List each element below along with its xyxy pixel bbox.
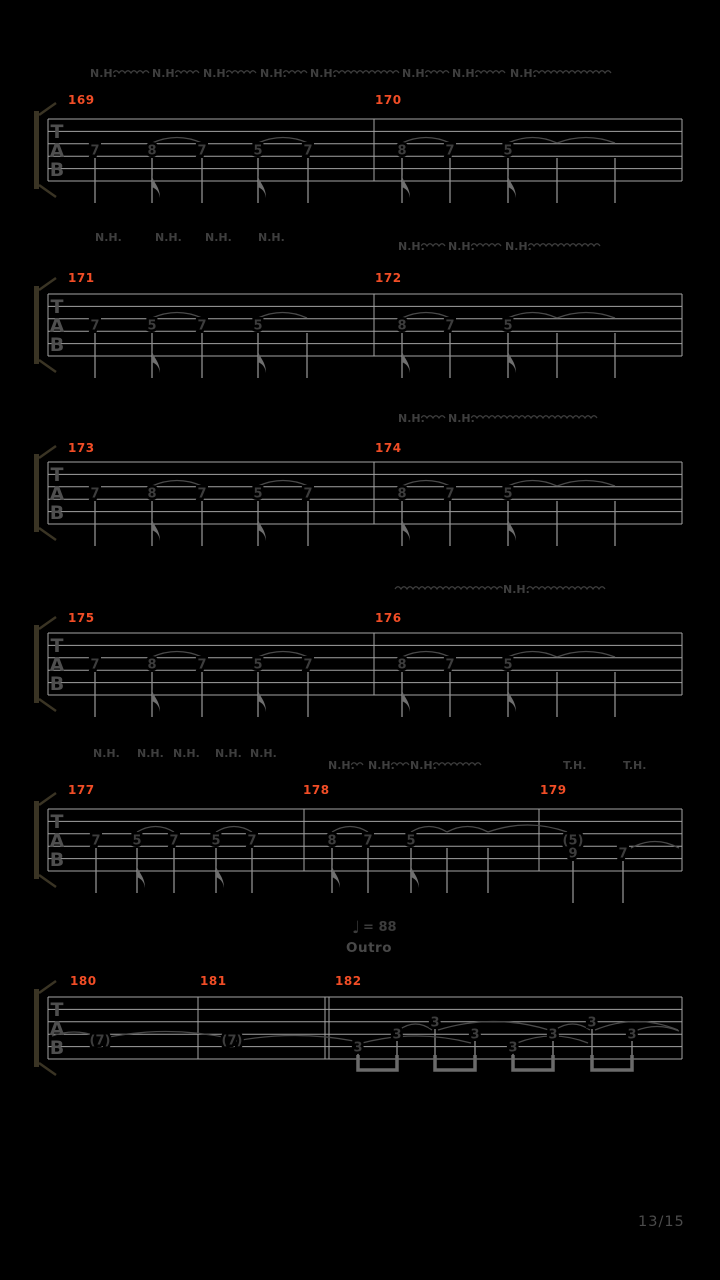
harmonic-label: N.H. — [503, 583, 530, 596]
fret-number[interactable]: 7 — [618, 846, 628, 862]
harmonic-label: N.H. — [260, 67, 287, 80]
slur-arc — [447, 827, 488, 833]
eighth-flag — [258, 175, 266, 198]
fret-number[interactable]: 5 — [406, 833, 416, 849]
slur-arc — [488, 825, 567, 832]
fret-number[interactable]: 7 — [303, 657, 313, 673]
harmonic-label: N.H. — [90, 67, 117, 80]
fret-number[interactable]: 7 — [197, 486, 207, 502]
tab-clef-letter: B — [49, 334, 65, 356]
measure-number: 181 — [200, 974, 227, 988]
fret-number[interactable]: 3 — [430, 1015, 440, 1031]
page-indicator: 13/15 — [638, 1214, 685, 1230]
fret-number[interactable]: 7 — [445, 486, 455, 502]
fret-number[interactable]: 7 — [90, 486, 100, 502]
harmonic-label: N.H. — [137, 747, 164, 760]
eighth-flag — [152, 350, 160, 373]
slur-arc — [402, 313, 450, 319]
harmonic-label: N.H. — [93, 747, 120, 760]
fret-number[interactable]: (5) — [562, 833, 584, 849]
slur-arc — [152, 138, 202, 144]
fret-number[interactable]: 8 — [147, 143, 157, 159]
eighth-flag — [508, 518, 516, 541]
tab-clef-letter: B — [49, 849, 65, 871]
harmonic-label: N.H. — [452, 67, 479, 80]
fret-number[interactable]: 5 — [503, 657, 513, 673]
slur-arc — [402, 138, 450, 144]
harmonic-label: N.H. — [203, 67, 230, 80]
harmonic-label: N.H. — [368, 759, 395, 772]
beam — [435, 1055, 475, 1070]
fret-number[interactable]: 7 — [303, 143, 313, 159]
system-bracket-hook — [39, 1063, 56, 1075]
slur-arc — [557, 138, 615, 144]
harmonic-label: N.H. — [402, 67, 429, 80]
system-bracket — [34, 625, 39, 703]
system-bracket-hook — [39, 446, 56, 458]
measure-number: 171 — [68, 271, 95, 285]
fret-number[interactable]: 8 — [397, 486, 407, 502]
fret-number[interactable]: 8 — [397, 318, 407, 334]
beam — [358, 1055, 397, 1070]
eighth-flag — [402, 518, 410, 541]
fret-number[interactable]: 3 — [508, 1040, 518, 1056]
harmonic-label: N.H. — [505, 240, 532, 253]
eighth-flag — [402, 689, 410, 712]
slur-arc — [631, 842, 679, 849]
slur-arc — [137, 827, 174, 833]
fret-number[interactable]: 5 — [211, 833, 221, 849]
harmonic-label: N.H. — [258, 231, 285, 244]
system-bracket-hook — [39, 699, 56, 711]
fret-number[interactable]: 9 — [568, 846, 578, 862]
system-bracket-hook — [39, 981, 56, 993]
eighth-flag — [508, 175, 516, 198]
fret-number[interactable]: 5 — [503, 143, 513, 159]
slur-arc — [104, 1032, 228, 1039]
tempo-value: = 88 — [363, 920, 397, 935]
fret-number[interactable]: 3 — [548, 1027, 558, 1043]
fret-number[interactable]: 3 — [587, 1015, 597, 1031]
eighth-flag — [411, 865, 419, 888]
fret-number[interactable]: 8 — [397, 657, 407, 673]
measure-number: 169 — [68, 93, 95, 107]
measure-number: 178 — [303, 783, 330, 797]
fret-number[interactable]: (7) — [89, 1033, 111, 1049]
tab-clef-letter: A — [49, 483, 65, 505]
fret-number[interactable]: 7 — [445, 657, 455, 673]
eighth-flag — [402, 175, 410, 198]
tab-clef-letter: T — [50, 635, 64, 657]
eighth-flag — [152, 518, 160, 541]
slur-arc — [402, 481, 450, 487]
harmonic-label: N.H. — [173, 747, 200, 760]
tab-clef-letter: A — [49, 654, 65, 676]
fret-number[interactable]: 5 — [132, 833, 142, 849]
fret-number[interactable]: 5 — [253, 657, 263, 673]
fret-number[interactable]: 7 — [303, 486, 313, 502]
tab-clef-letter: A — [49, 140, 65, 162]
measure-number: 173 — [68, 441, 95, 455]
system-bracket-hook — [39, 185, 56, 197]
vibrato-wave — [395, 587, 503, 589]
slur-arc — [258, 138, 308, 144]
fret-number[interactable]: 7 — [197, 657, 207, 673]
harmonic-label: N.H. — [398, 240, 425, 253]
tab-clef-letter: T — [50, 296, 64, 318]
slur-arc — [258, 313, 307, 319]
slur-arc — [411, 827, 447, 833]
fret-number[interactable]: 3 — [627, 1027, 637, 1043]
tab-clef-letter: T — [50, 464, 64, 486]
slur-arc — [362, 1036, 471, 1043]
harmonic-label: N.H. — [398, 412, 425, 425]
tab-clef-letter: A — [49, 1018, 65, 1040]
slur-arc — [258, 481, 308, 487]
measure-number: 172 — [375, 271, 402, 285]
harmonic-label: N.H. — [328, 759, 355, 772]
fret-number[interactable]: 5 — [253, 143, 263, 159]
system-bracket — [34, 454, 39, 532]
eighth-flag — [508, 689, 516, 712]
vibrato-wave — [226, 71, 256, 73]
fret-number[interactable]: 7 — [247, 833, 257, 849]
fret-number[interactable]: 3 — [392, 1027, 402, 1043]
fret-number[interactable]: 8 — [147, 657, 157, 673]
slur-arc — [236, 1036, 354, 1042]
fret-number[interactable]: 7 — [90, 143, 100, 159]
fret-number[interactable]: 3 — [353, 1040, 363, 1056]
fret-number[interactable]: 5 — [253, 318, 263, 334]
slur-arc — [152, 481, 202, 487]
tab-clef-letter: A — [49, 315, 65, 337]
eighth-flag — [258, 518, 266, 541]
fret-number[interactable]: 7 — [363, 833, 373, 849]
harmonic-label: T.H. — [563, 759, 587, 772]
fret-number[interactable]: 5 — [147, 318, 157, 334]
slur-arc — [557, 313, 615, 319]
system-bracket-hook — [39, 360, 56, 372]
fret-number[interactable]: 7 — [90, 657, 100, 673]
fret-number[interactable]: 7 — [197, 143, 207, 159]
vibrato-wave — [113, 71, 149, 73]
harmonic-label: N.H. — [205, 231, 232, 244]
tab-clef-letter: T — [50, 121, 64, 143]
fret-number[interactable]: 8 — [397, 143, 407, 159]
tab-clef-letter: B — [49, 159, 65, 181]
slur-arc — [402, 652, 450, 658]
fret-number[interactable]: (7) — [221, 1033, 243, 1049]
vibrato-wave — [527, 587, 605, 589]
slur-arc — [508, 481, 557, 487]
measure-number: 182 — [335, 974, 362, 988]
section-label: Outro — [346, 940, 392, 956]
slur-arc — [152, 313, 202, 319]
measure-number: 179 — [540, 783, 567, 797]
fret-number[interactable]: 8 — [147, 486, 157, 502]
vibrato-wave — [333, 71, 399, 73]
system-bracket — [34, 111, 39, 189]
harmonic-label: N.H. — [448, 240, 475, 253]
eighth-flag — [508, 350, 516, 373]
system-bracket-hook — [39, 278, 56, 290]
fret-number[interactable]: 5 — [253, 486, 263, 502]
tab-clef-letter: T — [50, 999, 64, 1021]
fret-number[interactable]: 7 — [445, 143, 455, 159]
tab-clef-letter: A — [49, 830, 65, 852]
vibrato-wave — [533, 71, 611, 73]
vibrato-wave — [528, 244, 600, 246]
system-bracket — [34, 801, 39, 879]
fret-number[interactable]: 7 — [445, 318, 455, 334]
slur-arc — [332, 827, 368, 833]
eighth-flag — [258, 350, 266, 373]
eighth-flag — [216, 865, 224, 888]
harmonic-label: N.H. — [95, 231, 122, 244]
measure-number: 170 — [375, 93, 402, 107]
harmonic-label: N.H. — [510, 67, 537, 80]
system-bracket-hook — [39, 793, 56, 805]
fret-number[interactable]: 7 — [90, 318, 100, 334]
tab-clef-letter: B — [49, 1037, 65, 1059]
system-bracket-hook — [39, 617, 56, 629]
vibrato-wave — [471, 416, 597, 418]
system-bracket-hook — [39, 875, 56, 887]
eighth-flag — [332, 865, 340, 888]
slur-arc — [508, 313, 557, 319]
beam — [513, 1055, 553, 1070]
tab-clef-letter: B — [49, 673, 65, 695]
slur-arc — [508, 138, 557, 144]
eighth-flag — [137, 865, 145, 888]
slur-arc — [557, 652, 615, 658]
fret-number[interactable]: 7 — [169, 833, 179, 849]
vibrato-wave — [433, 763, 481, 765]
measure-number: 175 — [68, 611, 95, 625]
quarter-note-icon: ♩ — [352, 918, 361, 938]
eighth-flag — [402, 350, 410, 373]
fret-number[interactable]: 7 — [91, 833, 101, 849]
slur-arc — [399, 1024, 432, 1030]
harmonic-label: N.H. — [310, 67, 337, 80]
slur-arc — [555, 1024, 590, 1030]
harmonic-label: N.H. — [448, 412, 475, 425]
fret-number[interactable]: 5 — [503, 318, 513, 334]
slur-arc — [258, 652, 308, 658]
measure-number: 180 — [70, 974, 97, 988]
tab-clef-letter: T — [50, 811, 64, 833]
slur-arc — [438, 1022, 549, 1031]
fret-number[interactable]: 3 — [470, 1027, 480, 1043]
system-bracket — [34, 286, 39, 364]
harmonic-label: N.H. — [152, 67, 179, 80]
system-bracket-hook — [39, 103, 56, 115]
vibrato-wave — [471, 244, 501, 246]
fret-number[interactable]: 7 — [197, 318, 207, 334]
measure-number: 177 — [68, 783, 95, 797]
harmonic-label: N.H. — [410, 759, 437, 772]
vibrato-wave — [475, 71, 505, 73]
harmonic-label: N.H. — [250, 747, 277, 760]
eighth-flag — [152, 175, 160, 198]
slur-arc — [508, 652, 557, 658]
measure-number: 174 — [375, 441, 402, 455]
eighth-flag — [258, 689, 266, 712]
eighth-flag — [152, 689, 160, 712]
measure-number: 176 — [375, 611, 402, 625]
harmonic-label: N.H. — [155, 231, 182, 244]
harmonic-label: T.H. — [623, 759, 647, 772]
tempo-marking — [352, 918, 397, 938]
slur-arc — [557, 481, 615, 487]
tab-clef-letter: B — [49, 502, 65, 524]
slur-arc — [216, 827, 252, 833]
slur-arc — [152, 652, 202, 658]
system-bracket-hook — [39, 528, 56, 540]
beam — [592, 1055, 632, 1070]
fret-number[interactable]: 8 — [327, 833, 337, 849]
harmonic-label: N.H. — [215, 747, 242, 760]
fret-number[interactable]: 5 — [503, 486, 513, 502]
system-bracket — [34, 989, 39, 1067]
